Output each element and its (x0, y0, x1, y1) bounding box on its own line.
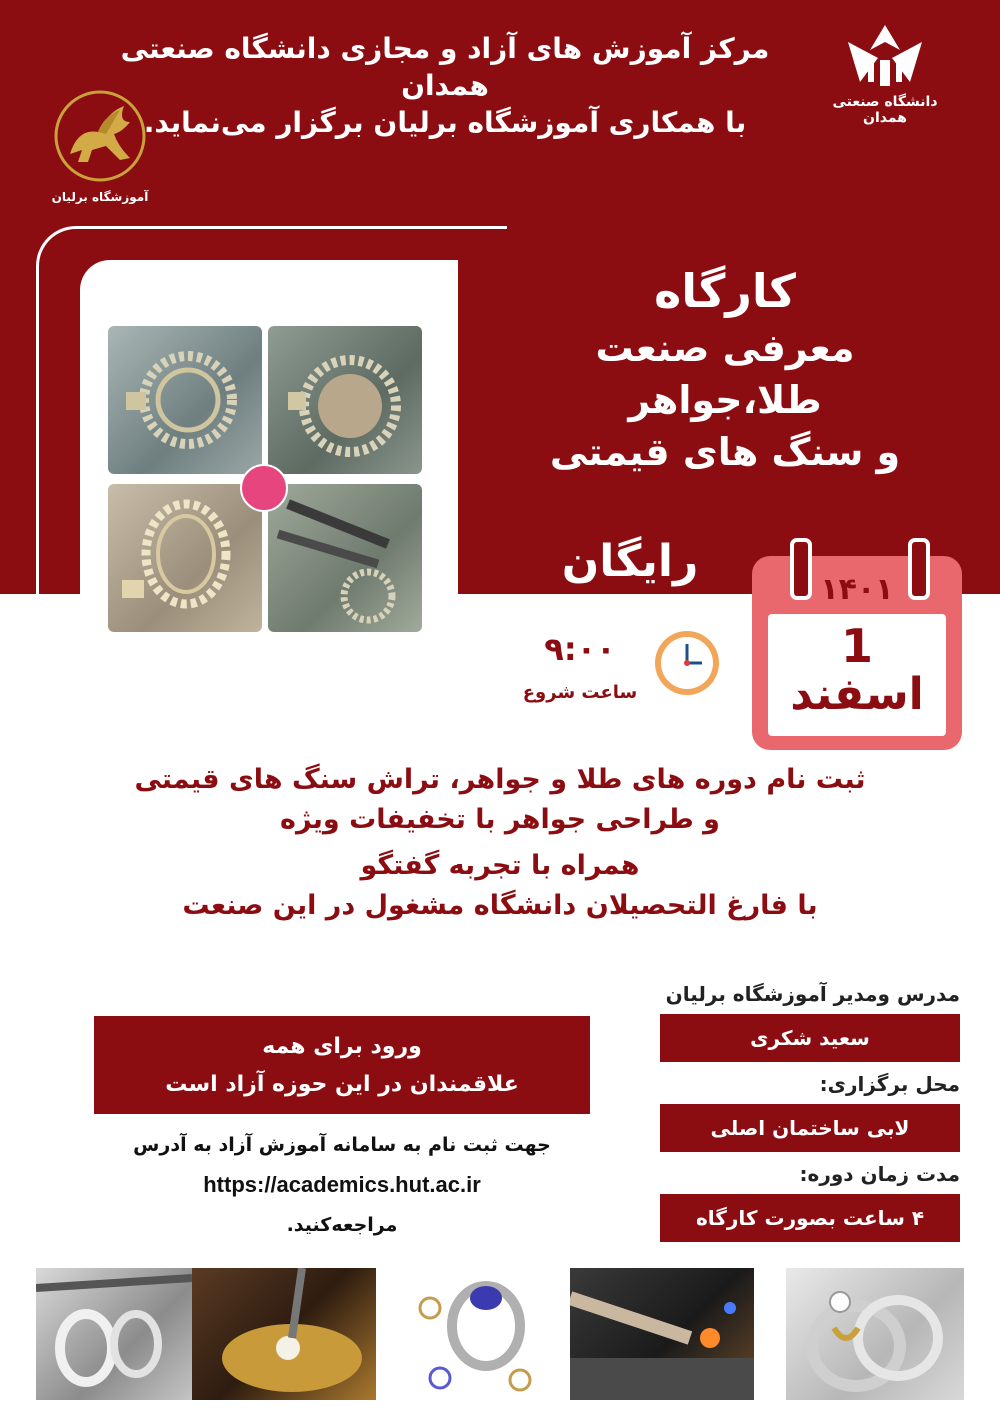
instructor-name: سعید شکری (660, 1014, 960, 1062)
pendant-setting-photo (108, 326, 262, 474)
clock-icon (652, 628, 722, 702)
header-line-2: با همکاری آموزشگاه برلیان برگزار می‌نماید. (143, 106, 747, 139)
soldering-photo (570, 1268, 754, 1400)
institute-logo (40, 88, 160, 204)
title-sub-2: و سنگ های قیمتی (549, 430, 901, 474)
registration-info (94, 1128, 590, 1242)
free-label: رایگان (561, 536, 699, 587)
info-line-3: همراه با تجربه گفتگو (360, 850, 640, 881)
duration-value: ۴ ساعت بصورت کارگاه (660, 1194, 960, 1242)
instructor-label: مدرس ومدیر آموزشگاه برلیان (665, 982, 960, 1006)
registration-url[interactable]: https://academics.hut.ac.ir (203, 1172, 481, 1197)
registration-line-3: مراجعه‌کنید. (286, 1214, 398, 1236)
title-main: کارگاه (654, 264, 796, 318)
university-emblem-icon (840, 20, 930, 90)
info-line-2: و طراحی جواهر با تخفیفات ویژه (280, 804, 720, 835)
engagement-ring-photo (786, 1268, 964, 1400)
institute-caption: آموزشگاه برلیان (51, 190, 149, 204)
entry-notice (94, 1016, 590, 1114)
start-time: ۹:۰۰ (544, 630, 616, 668)
header-line-1: مرکز آموزش های آزاد و مجازی دانشگاه صنعتی همدان (120, 32, 770, 102)
duration-label: مدت زمان دوره: (799, 1162, 960, 1186)
calendar-year: ۱۴۰۱ (820, 572, 894, 607)
ring-design-sketch (410, 1268, 556, 1400)
jeweler-tools-photo (268, 484, 422, 632)
oval-setting-photo (108, 484, 262, 632)
start-time-label: ساعت شروع (522, 682, 638, 703)
workshop-details (660, 978, 960, 1248)
location-label: محل برگزاری: (819, 1072, 960, 1096)
info-line-1: ثبت نام دوره های طلا و جواهر، تراش سنگ های قیمتی (134, 764, 866, 795)
entry-line-1: ورود برای همه (262, 1034, 422, 1059)
pearl-pendant-photo (268, 326, 422, 474)
registration-line-1: جهت ثبت نام به سامانه آموزش آزاد به آدرس (133, 1134, 551, 1156)
watermark-badge (240, 464, 288, 512)
info-line-4: با فارغ التحصیلان دانشگاه مشغول در این صنعت (182, 890, 818, 921)
university-caption: دانشگاه صنعتی همدان (832, 94, 938, 126)
header-text (85, 30, 805, 141)
university-logo (810, 20, 960, 126)
winged-lion-icon (48, 88, 152, 184)
calendar-date (752, 556, 962, 750)
info-text (40, 760, 960, 926)
title-sub-1: معرفی صنعت طلا،جواهر (595, 326, 855, 422)
calendar-month: اسفند (790, 669, 924, 720)
rings-tools-photo (36, 1268, 192, 1400)
calendar-day: 1 (840, 619, 873, 673)
location-value: لابی ساختمان اصلی (660, 1104, 960, 1152)
entry-line-2: علاقمندان در این حوزه آزاد است (165, 1072, 519, 1097)
workshop-title (505, 260, 945, 478)
jewelry-crafting-photo (192, 1268, 376, 1400)
